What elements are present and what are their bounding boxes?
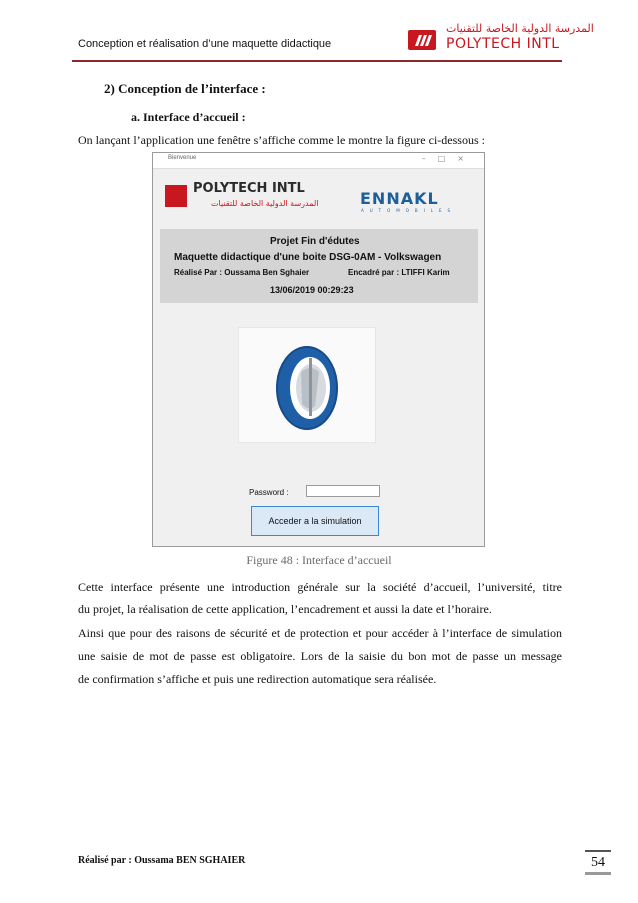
- dsg-clutch-icon: [239, 328, 375, 442]
- page-number-rule: [585, 850, 611, 852]
- ennakl-logo: ENNAKL: [360, 189, 439, 208]
- header-logo-arabic: المدرسة الدولية الخاصة للتقنيات: [446, 22, 594, 35]
- section-heading: 2) Conception de l’interface :: [104, 81, 266, 96]
- datetime-label: 13/06/2019 00:29:23: [270, 285, 354, 295]
- body-line: une saisie de mot de passe est obligatoire. Lors de la saisie du bon mot de passe un message: [78, 649, 562, 663]
- project-title: Projet Fin d'édutes: [270, 236, 360, 247]
- app-window-figure: [152, 152, 485, 547]
- project-subtitle: Maquette didactique d'une boite DSG-0AM - Volkswagen: [174, 252, 442, 263]
- password-input[interactable]: [306, 485, 380, 497]
- header-divider: [72, 60, 562, 62]
- gearbox-image: [238, 327, 376, 443]
- subsection-heading: a. Interface d’accueil :: [131, 110, 246, 124]
- supervisor-label: Encadré par : LTIFFI Karim: [348, 268, 450, 277]
- header-logo-name: POLYTECH INTL: [446, 36, 560, 52]
- password-label: Password :: [249, 488, 289, 497]
- access-simulation-button[interactable]: Acceder a la simulation: [251, 506, 379, 536]
- window-titlebar: [153, 153, 484, 169]
- running-header-title: Conception et réalisation d’une maquette didactique: [78, 38, 332, 50]
- body-line: Ainsi que pour des raisons de sécurité et de protection et pour accéder à l’interface de simulation: [78, 626, 562, 640]
- ennakl-logo-sub: AUTOMOBILES: [361, 208, 457, 213]
- body-line: Cette interface présente une introduction générale sur la société d’accueil, l’université, titre: [78, 580, 562, 594]
- page-number-rule: [585, 872, 611, 875]
- window-controls: –□×: [421, 154, 476, 163]
- polytech-logo-icon: [165, 185, 187, 207]
- author-label: Réalisé Par : Oussama Ben Sghaier: [174, 268, 310, 277]
- window-logo-arabic: المدرسة الدولية الخاصة للتقنيات: [211, 199, 319, 208]
- body-line: de confirmation s’affiche et puis une redirection automatique sera réalisée.: [78, 672, 437, 686]
- intro-paragraph: On lançant l’application une fenêtre s’affiche comme le montre la figure ci-dessous :: [78, 133, 485, 147]
- polytech-logo-icon: [408, 30, 436, 50]
- figure-caption: Figure 48 : Interface d’accueil: [246, 553, 392, 567]
- window-title: Bienvenue: [168, 155, 197, 161]
- project-info-panel: [160, 229, 478, 303]
- page-number: 54: [591, 855, 605, 870]
- body-line: du projet, la réalisation de cette application, l’encadrement et aussi la date et l’horaire.: [78, 602, 492, 616]
- footer-author: Réalisé par : Oussama BEN SGHAIER: [78, 855, 246, 866]
- window-logo-name: POLYTECH INTL: [193, 181, 305, 196]
